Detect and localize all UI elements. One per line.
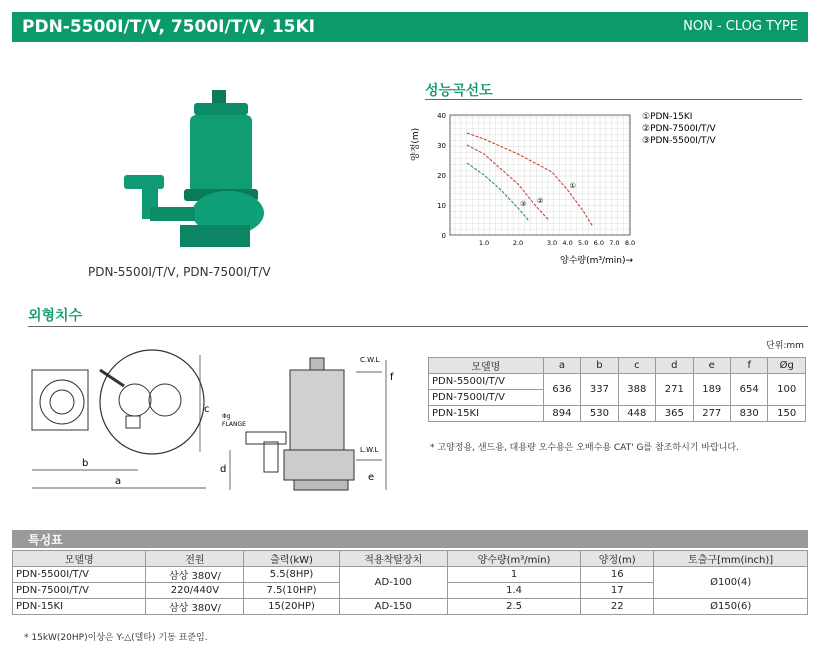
model-cell: PDN-7500Ⅰ/T/V	[13, 583, 146, 599]
base-outline	[294, 480, 348, 490]
col-b: b	[581, 358, 618, 374]
head-cell: 22	[581, 599, 654, 615]
pump-base	[180, 225, 250, 247]
value-g: 150	[768, 406, 806, 422]
specs-title: 특성표	[28, 533, 63, 547]
motor-left-circle	[119, 384, 151, 416]
value-e: 189	[693, 374, 730, 406]
col-c: c	[618, 358, 655, 374]
y-tick-label: 20	[437, 172, 446, 180]
device-cell: AD-150	[339, 599, 447, 615]
legend-item-2: ②PDN-7500Ⅰ/T/V	[642, 124, 716, 134]
x-axis-label: 양수량(m³/min)→	[560, 256, 634, 266]
power-cell: 삼상 380V/	[146, 599, 244, 615]
model-cell: PDN-15KⅠ	[13, 599, 146, 615]
col-e: e	[693, 358, 730, 374]
col-head: 양정(m)	[581, 551, 654, 567]
value-c: 448	[618, 406, 655, 422]
col-outlet: 토출구[mm(inch)]	[654, 551, 808, 567]
pump-motor	[190, 115, 252, 193]
qty-cell: 1	[448, 567, 581, 583]
specs-note: * 15kW(20HP)이상은 Y-△(델타) 기동 표준임.	[24, 633, 208, 643]
y-tick-label: 40	[437, 112, 446, 120]
value-e: 277	[693, 406, 730, 422]
dimensions-header-row	[429, 358, 806, 374]
col-g: Øg	[768, 358, 806, 374]
dim-label-f: f	[390, 372, 394, 383]
elbow-outline	[264, 442, 278, 472]
x-tick-label: 7.0	[609, 239, 620, 247]
curve-label-1: ①	[569, 182, 576, 190]
specs-header-row	[13, 551, 808, 567]
power-cell: 220/440V	[146, 583, 244, 599]
table-row	[13, 599, 808, 615]
model-cell: PDN-7500Ⅰ/T/V	[429, 390, 544, 406]
dim-label-e: e	[368, 472, 375, 483]
legend-item-1: ①PDN-15KⅠ	[642, 112, 693, 122]
specs-table	[12, 550, 808, 615]
performance-chart	[411, 105, 810, 270]
model-cell: PDN-15KⅠ	[429, 406, 544, 422]
dimensions-divider	[28, 326, 808, 327]
pump-handle	[212, 90, 226, 104]
head-cell: 16	[581, 567, 654, 583]
top-view-drawing	[20, 350, 220, 495]
value-a: 894	[543, 406, 580, 422]
volute-outline	[100, 350, 204, 454]
col-output: 출력(kW)	[244, 551, 339, 567]
value-g: 100	[768, 374, 806, 406]
type-label: NON - CLOG TYPE	[683, 19, 798, 34]
inlet-bore	[50, 390, 74, 414]
value-f: 654	[730, 374, 767, 406]
table-row	[429, 406, 806, 422]
outlet-cell: Ø150(6)	[654, 599, 808, 615]
phi-label: Φg	[222, 413, 231, 420]
page-title: PDN-5500Ⅰ/T/V, 7500Ⅰ/T/V, 15KⅠ	[22, 17, 316, 37]
value-f: 830	[730, 406, 767, 422]
x-tick-label: 2.0	[512, 239, 524, 247]
pump-illustration	[120, 85, 280, 260]
dim-label-a: a	[115, 476, 122, 487]
product-caption: PDN-5500Ⅰ/T/V, PDN-7500Ⅰ/T/V	[88, 265, 271, 279]
col-d: d	[656, 358, 693, 374]
model-cell: PDN-5500Ⅰ/T/V	[429, 374, 544, 390]
y-tick-label: 30	[437, 142, 446, 150]
col-qty: 양수량(m³/min)	[448, 551, 581, 567]
col-model: 모델명	[13, 551, 146, 567]
unit-label: 단위:mm	[766, 341, 804, 351]
legend-item-3: ③PDN-5500Ⅰ/T/V	[642, 136, 716, 146]
dim-label-c: c	[204, 404, 210, 415]
pump-cap	[194, 103, 248, 115]
power-cell: 삼상 380V/	[146, 567, 244, 583]
col-model: 모델명	[429, 358, 544, 374]
flange-label: FLANGE	[222, 421, 246, 428]
output-cell: 7.5(10HP)	[244, 583, 339, 599]
value-a: 636	[543, 374, 580, 406]
model-cell: PDN-5500Ⅰ/T/V	[13, 567, 146, 583]
qty-cell: 2.5	[448, 599, 581, 615]
value-c: 388	[618, 374, 655, 406]
y-tick-label: 0	[441, 232, 446, 240]
x-tick-label: 4.0	[562, 239, 573, 247]
qty-cell: 1.4	[448, 583, 581, 599]
performance-title: 성능곡선도	[425, 83, 493, 99]
dim-label-d: d	[220, 464, 227, 475]
x-tick-label: 8.0	[624, 239, 636, 247]
dim-label-b: b	[82, 458, 89, 469]
cwl-label: C.W.L	[360, 356, 380, 364]
value-b: 337	[581, 374, 618, 406]
dimensions-table	[428, 357, 806, 422]
col-f: f	[730, 358, 767, 374]
value-b: 530	[581, 406, 618, 422]
table-row	[13, 567, 808, 583]
col-a: a	[543, 358, 580, 374]
junction-box	[126, 416, 140, 428]
specs-band	[12, 530, 808, 548]
x-tick-label: 3.0	[546, 239, 558, 247]
header-banner	[12, 12, 808, 42]
lifting-eye	[310, 358, 324, 370]
device-cell: AD-100	[339, 567, 447, 599]
outlet-cell: Ø100(4)	[654, 567, 808, 599]
y-tick-label: 10	[437, 202, 446, 210]
dimensions-note: * 고양정용, 샌드용, 대용량 오수용은 오배수용 CAT' G를 참조하시기 바랍니다.	[430, 443, 739, 453]
value-d: 271	[656, 374, 693, 406]
performance-divider	[425, 99, 802, 100]
pipe-elbow	[150, 207, 195, 221]
lwl-label: L.W.L	[360, 446, 379, 454]
curve-label-2: ②	[537, 197, 544, 205]
value-d: 365	[656, 406, 693, 422]
inlet-circle	[40, 380, 84, 424]
x-tick-label: 6.0	[593, 239, 604, 247]
dimensions-title: 외형치수	[28, 308, 83, 324]
motor-right-circle	[149, 384, 181, 416]
head-cell: 17	[581, 583, 654, 599]
table-row	[429, 374, 806, 390]
x-tick-label: 5.0	[578, 239, 589, 247]
output-cell: 15(20HP)	[244, 599, 339, 615]
volute-body-outline	[284, 450, 354, 480]
x-tick-label: 1.0	[478, 239, 490, 247]
motor-body-outline	[290, 370, 344, 450]
output-cell: 5.5(8HP)	[244, 567, 339, 583]
curve-label-3: ③	[520, 200, 527, 208]
side-view-drawing	[218, 350, 418, 500]
col-power: 전원	[146, 551, 244, 567]
col-device: 적용착탈장치	[339, 551, 447, 567]
y-axis-label: 양정(m)	[411, 127, 421, 161]
chart-grid	[450, 115, 630, 235]
